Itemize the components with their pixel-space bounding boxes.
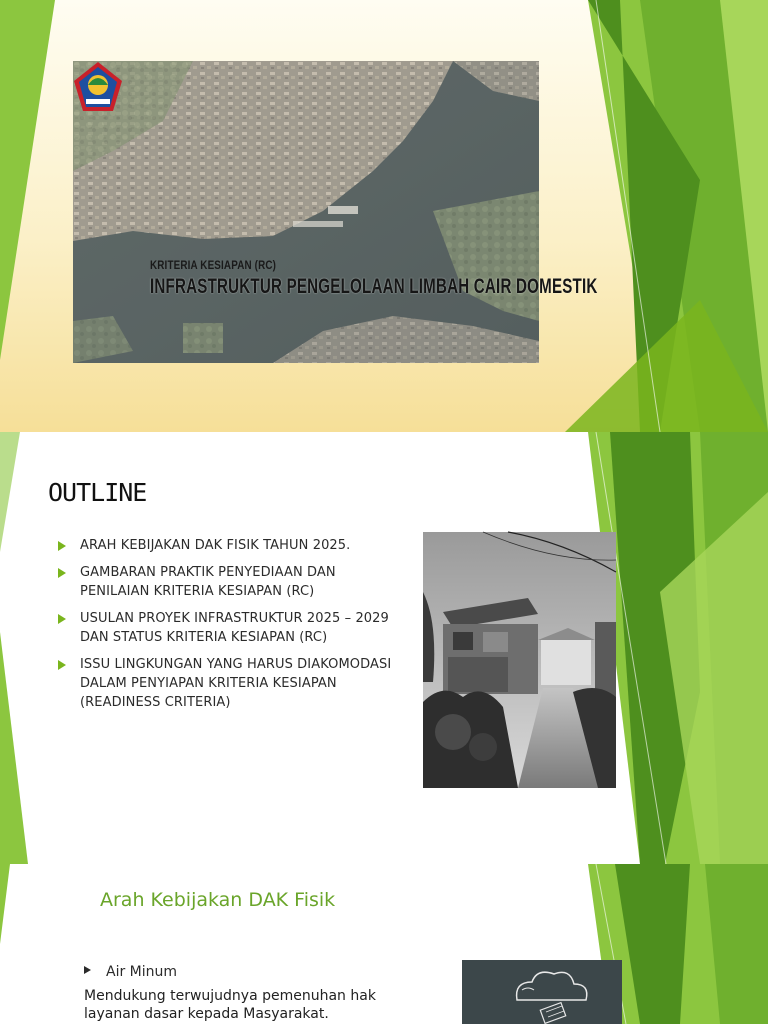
list-item: USULAN PROYEK INFRASTRUKTUR 2025 – 2029 DAN STATUS KRITERIA KESIAPAN (RC) <box>58 609 408 647</box>
left-green-shape <box>0 0 55 360</box>
slide-cover <box>0 0 768 432</box>
policy-text: Mendukung terwujudnya pemenuhan hak layanan dasar kepada Masyarakat. <box>84 988 376 1022</box>
slide-outline <box>0 432 768 864</box>
outline-list <box>58 536 408 720</box>
outline-title: OUTLINE <box>48 478 147 507</box>
list-item: ARAH KEBIJAKAN DAK FISIK TAHUN 2025. <box>58 536 408 555</box>
list-item: ISSU LINGKUNGAN YANG HARUS DIAKOMODASI DALAM PENYIAPAN KRITERIA KESIAPAN (READINESS CRITERIA) <box>58 655 408 712</box>
list-item: GAMBARAN PRAKTIK PENYEDIAAN DAN PENILAIAN KRITERIA KESIAPAN (RC) <box>58 563 408 601</box>
cloud-icon <box>517 972 587 1000</box>
street-photo <box>423 532 616 788</box>
arrow-bullet-icon <box>58 614 66 624</box>
cover-subtitle: KRITERIA KESIAPAN (RC) <box>150 258 277 272</box>
arrow-bullet-icon <box>58 660 66 670</box>
list-item-label: Air Minum <box>106 964 178 980</box>
section-title: Arah Kebijakan DAK Fisik <box>100 889 336 911</box>
arrow-bullet-icon <box>58 568 66 578</box>
cover-title: INFRASTRUKTUR PENGELOLAAN LIMBAH CAIR DOMESTIK <box>150 275 598 298</box>
arrow-bullet-icon <box>84 966 91 974</box>
list-item <box>84 961 177 980</box>
cloud-illustration <box>462 960 622 1024</box>
slide-policy <box>0 864 768 1024</box>
arrow-bullet-icon <box>58 541 66 551</box>
cover-image <box>73 61 598 363</box>
province-emblem-icon <box>73 61 123 113</box>
